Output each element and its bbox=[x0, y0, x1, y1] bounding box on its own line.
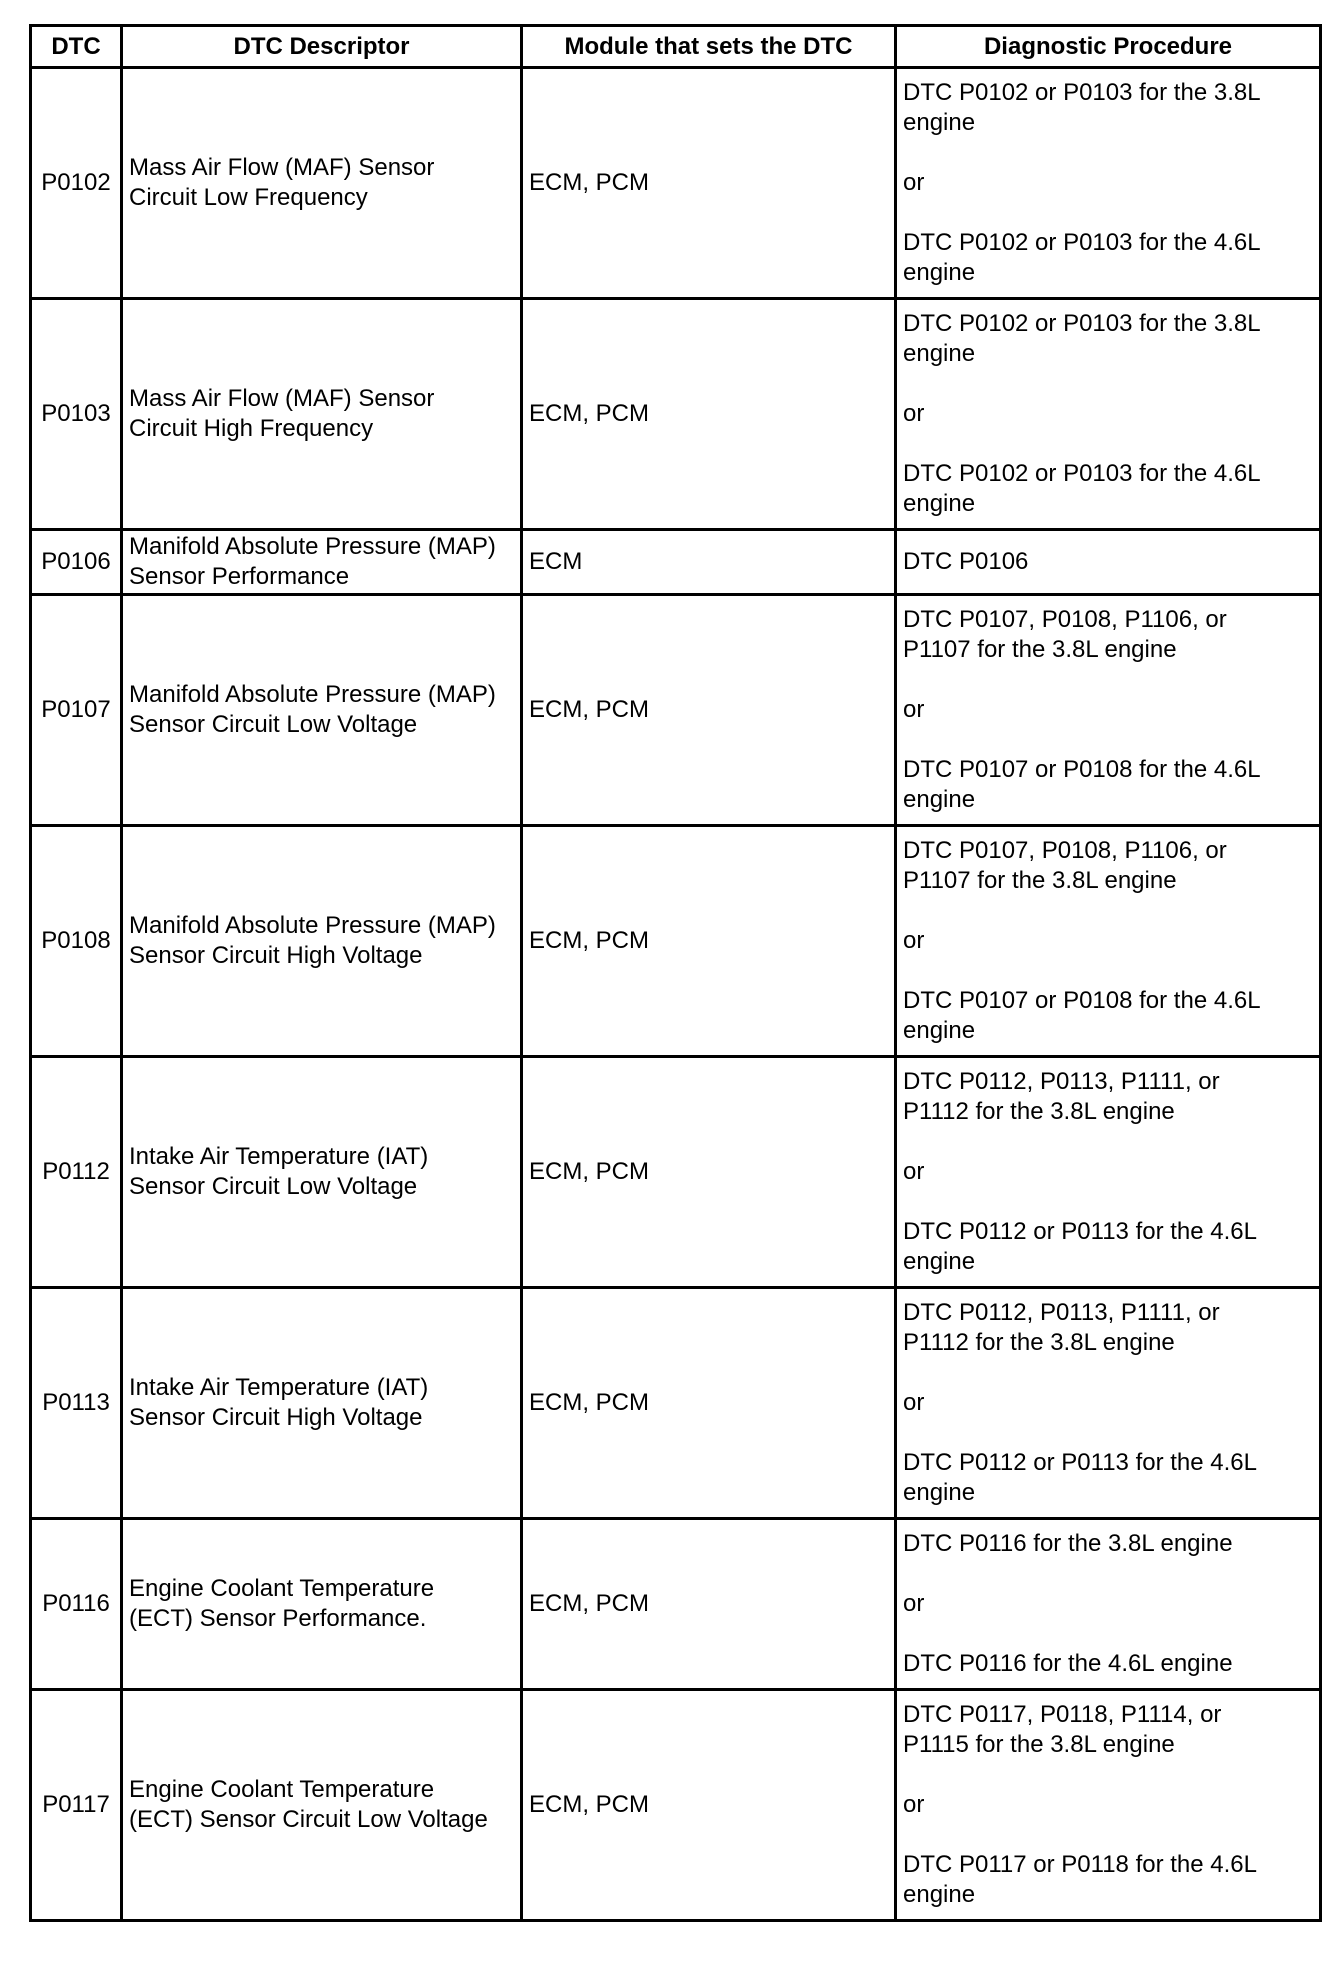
diagnostic-procedure-cell bbox=[896, 68, 1321, 299]
dtc-table bbox=[29, 24, 1322, 1922]
procedure-spacer bbox=[903, 956, 1313, 986]
procedure-spacer bbox=[903, 896, 1313, 926]
procedure-line: engine bbox=[903, 1017, 976, 1044]
dtc-code-cell: P0116 bbox=[31, 1519, 122, 1690]
header-dtc: DTC bbox=[31, 26, 122, 68]
procedure-line: DTC P0116 for the 4.6L engine bbox=[903, 1650, 1233, 1677]
descriptor-line: Intake Air Temperature (IAT) bbox=[129, 1374, 429, 1401]
dtc-descriptor-cell bbox=[122, 299, 522, 530]
dtc-code-cell: P0106 bbox=[31, 530, 122, 595]
procedure-line: or bbox=[903, 400, 925, 427]
table-row bbox=[31, 595, 1321, 826]
procedure-spacer bbox=[903, 1127, 1313, 1157]
descriptor-line: Engine Coolant Temperature bbox=[129, 1575, 435, 1602]
diagnostic-procedure-cell bbox=[896, 530, 1321, 595]
header-diagnostic-procedure: Diagnostic Procedure bbox=[896, 26, 1321, 68]
table-header-row bbox=[31, 26, 1321, 68]
procedure-line: engine bbox=[903, 1248, 976, 1275]
diagnostic-procedure-cell bbox=[896, 1690, 1321, 1921]
procedure-line: DTC P0106 bbox=[903, 548, 1029, 575]
dtc-descriptor-cell bbox=[122, 1690, 522, 1921]
descriptor-line: Circuit High Frequency bbox=[129, 415, 374, 442]
dtc-code-cell: P0112 bbox=[31, 1057, 122, 1288]
procedure-line: or bbox=[903, 169, 925, 196]
descriptor-line: Sensor Circuit High Voltage bbox=[129, 1404, 423, 1431]
procedure-line: P1112 for the 3.8L engine bbox=[903, 1329, 1175, 1356]
descriptor-line: Manifold Absolute Pressure (MAP) bbox=[129, 533, 496, 560]
procedure-spacer bbox=[903, 1820, 1313, 1850]
procedure-spacer bbox=[903, 369, 1313, 399]
dtc-descriptor-cell bbox=[122, 1519, 522, 1690]
table-row bbox=[31, 299, 1321, 530]
procedure-line: DTC P0112, P0113, P1111, or bbox=[903, 1299, 1220, 1326]
descriptor-line: (ECT) Sensor Performance. bbox=[129, 1605, 427, 1632]
dtc-descriptor-cell bbox=[122, 68, 522, 299]
procedure-line: or bbox=[903, 1791, 925, 1818]
procedure-line: or bbox=[903, 696, 925, 723]
procedure-line: or bbox=[903, 1590, 925, 1617]
dtc-descriptor-cell bbox=[122, 1288, 522, 1519]
module-cell: ECM, PCM bbox=[522, 595, 896, 826]
procedure-line: or bbox=[903, 927, 925, 954]
dtc-code-cell: P0103 bbox=[31, 299, 122, 530]
procedure-line: engine bbox=[903, 1479, 976, 1506]
dtc-descriptor-cell bbox=[122, 530, 522, 595]
procedure-line: P1107 for the 3.8L engine bbox=[903, 867, 1177, 894]
procedure-line: engine bbox=[903, 109, 976, 136]
procedure-line: DTC P0112 or P0113 for the 4.6L bbox=[903, 1449, 1257, 1476]
diagnostic-procedure-cell bbox=[896, 595, 1321, 826]
procedure-line: DTC P0107, P0108, P1106, or bbox=[903, 837, 1227, 864]
procedure-spacer bbox=[903, 1619, 1313, 1649]
module-cell: ECM, PCM bbox=[522, 68, 896, 299]
table-row bbox=[31, 530, 1321, 595]
diagnostic-procedure-cell bbox=[896, 826, 1321, 1057]
dtc-code-cell: P0102 bbox=[31, 68, 122, 299]
procedure-line: engine bbox=[903, 259, 976, 286]
table-body bbox=[31, 68, 1321, 1921]
procedure-line: engine bbox=[903, 786, 976, 813]
table-row bbox=[31, 1690, 1321, 1921]
procedure-spacer bbox=[903, 1760, 1313, 1790]
descriptor-line: Manifold Absolute Pressure (MAP) bbox=[129, 912, 496, 939]
dtc-descriptor-cell bbox=[122, 595, 522, 826]
procedure-line: or bbox=[903, 1389, 925, 1416]
module-cell: ECM, PCM bbox=[522, 1288, 896, 1519]
procedure-line: P1107 for the 3.8L engine bbox=[903, 636, 1177, 663]
procedure-line: DTC P0107 or P0108 for the 4.6L bbox=[903, 756, 1261, 783]
procedure-line: P1115 for the 3.8L engine bbox=[903, 1731, 1175, 1758]
procedure-spacer bbox=[903, 665, 1313, 695]
dtc-code-cell: P0113 bbox=[31, 1288, 122, 1519]
dtc-descriptor-cell bbox=[122, 826, 522, 1057]
descriptor-line: Circuit Low Frequency bbox=[129, 184, 368, 211]
table-row bbox=[31, 1519, 1321, 1690]
descriptor-line: Manifold Absolute Pressure (MAP) bbox=[129, 681, 496, 708]
header-module: Module that sets the DTC bbox=[522, 26, 896, 68]
diagnostic-procedure-cell bbox=[896, 299, 1321, 530]
descriptor-line: Sensor Circuit Low Voltage bbox=[129, 1173, 418, 1200]
procedure-spacer bbox=[903, 1418, 1313, 1448]
procedure-line: DTC P0102 or P0103 for the 3.8L bbox=[903, 310, 1261, 337]
procedure-line: or bbox=[903, 1158, 925, 1185]
procedure-spacer bbox=[903, 725, 1313, 755]
procedure-spacer bbox=[903, 198, 1313, 228]
procedure-line: DTC P0107, P0108, P1106, or bbox=[903, 606, 1227, 633]
module-cell: ECM, PCM bbox=[522, 1519, 896, 1690]
descriptor-line: Engine Coolant Temperature bbox=[129, 1776, 435, 1803]
dtc-code-cell: P0107 bbox=[31, 595, 122, 826]
procedure-line: DTC P0102 or P0103 for the 3.8L bbox=[903, 79, 1261, 106]
diagnostic-procedure-cell bbox=[896, 1288, 1321, 1519]
procedure-line: engine bbox=[903, 340, 976, 367]
table-row bbox=[31, 1288, 1321, 1519]
procedure-line: DTC P0112 or P0113 for the 4.6L bbox=[903, 1218, 1257, 1245]
descriptor-line: Sensor Circuit High Voltage bbox=[129, 942, 423, 969]
procedure-spacer bbox=[903, 1187, 1313, 1217]
module-cell: ECM, PCM bbox=[522, 826, 896, 1057]
module-cell: ECM bbox=[522, 530, 896, 595]
diagnostic-procedure-cell bbox=[896, 1519, 1321, 1690]
table-row bbox=[31, 68, 1321, 299]
dtc-code-cell: P0117 bbox=[31, 1690, 122, 1921]
module-cell: ECM, PCM bbox=[522, 299, 896, 530]
header-dtc-descriptor: DTC Descriptor bbox=[122, 26, 522, 68]
descriptor-line: (ECT) Sensor Circuit Low Voltage bbox=[129, 1806, 488, 1833]
descriptor-line: Mass Air Flow (MAF) Sensor bbox=[129, 385, 435, 412]
procedure-line: DTC P0102 or P0103 for the 4.6L bbox=[903, 229, 1261, 256]
table-row bbox=[31, 826, 1321, 1057]
dtc-descriptor-cell bbox=[122, 1057, 522, 1288]
procedure-line: DTC P0112, P0113, P1111, or bbox=[903, 1068, 1220, 1095]
procedure-spacer bbox=[903, 138, 1313, 168]
procedure-spacer bbox=[903, 1358, 1313, 1388]
procedure-line: DTC P0116 for the 3.8L engine bbox=[903, 1530, 1233, 1557]
diagnostic-procedure-cell bbox=[896, 1057, 1321, 1288]
module-cell: ECM, PCM bbox=[522, 1690, 896, 1921]
procedure-line: engine bbox=[903, 1881, 976, 1908]
procedure-line: engine bbox=[903, 490, 976, 517]
procedure-line: DTC P0117, P0118, P1114, or bbox=[903, 1701, 1222, 1728]
procedure-spacer bbox=[903, 429, 1313, 459]
dtc-code-cell: P0108 bbox=[31, 826, 122, 1057]
procedure-line: P1112 for the 3.8L engine bbox=[903, 1098, 1175, 1125]
module-cell: ECM, PCM bbox=[522, 1057, 896, 1288]
procedure-spacer bbox=[903, 1559, 1313, 1589]
descriptor-line: Sensor Circuit Low Voltage bbox=[129, 711, 418, 738]
descriptor-line: Sensor Performance bbox=[129, 563, 350, 590]
procedure-line: DTC P0117 or P0118 for the 4.6L bbox=[903, 1851, 1257, 1878]
procedure-line: DTC P0102 or P0103 for the 4.6L bbox=[903, 460, 1261, 487]
descriptor-line: Mass Air Flow (MAF) Sensor bbox=[129, 154, 435, 181]
procedure-line: DTC P0107 or P0108 for the 4.6L bbox=[903, 987, 1261, 1014]
table-row bbox=[31, 1057, 1321, 1288]
descriptor-line: Intake Air Temperature (IAT) bbox=[129, 1143, 429, 1170]
